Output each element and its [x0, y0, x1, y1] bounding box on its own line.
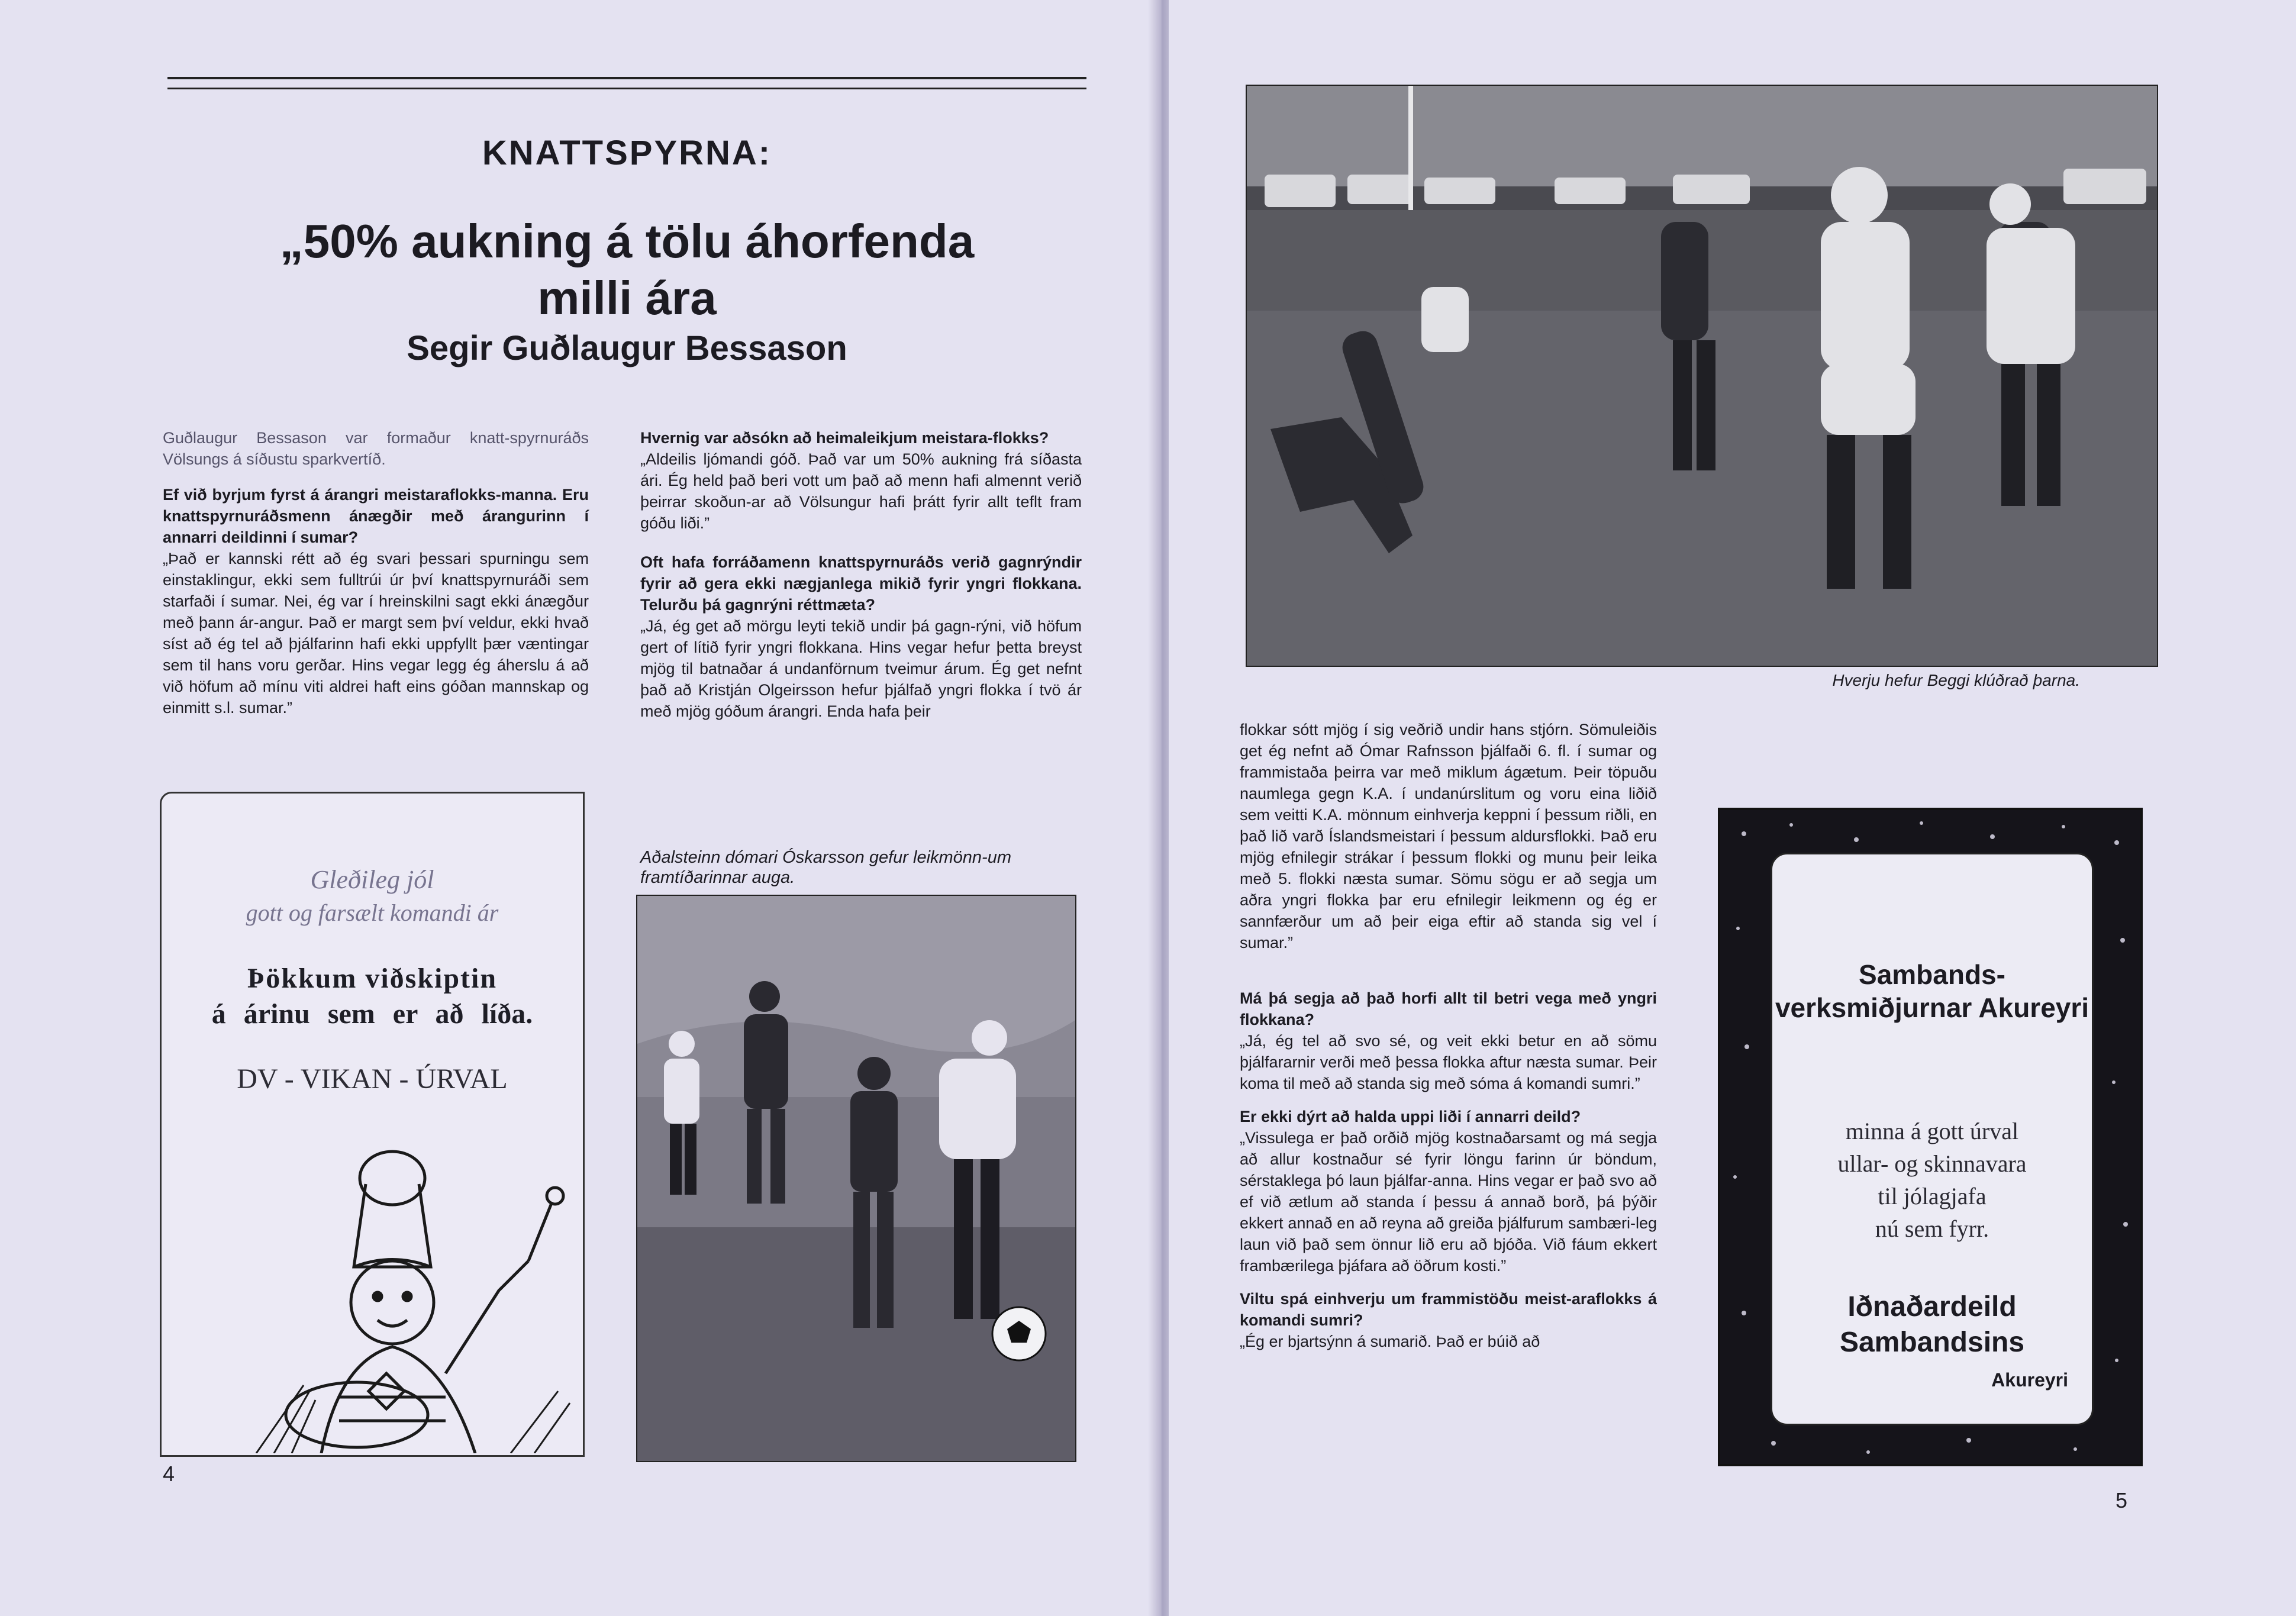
left-column-1: [163, 427, 589, 718]
article-headline: [167, 213, 1086, 327]
section-kicker: KNATTSPYRNA:: [482, 134, 772, 172]
ad-body-line-2: ullar- og skinnavara: [1837, 1150, 2027, 1177]
photo-caption-left: Aðalsteinn dómari Óskarsson gefur leikmönn-um framtíðarinnar auga.: [640, 848, 1011, 887]
page-number-right: 5: [2116, 1488, 2128, 1512]
football-match-photo-art: [1247, 86, 2157, 666]
ad-inner-panel: [1771, 853, 2094, 1425]
interview-question: Má þá segja að það horfi allt til betri vega með yngri flokkana?: [1240, 989, 1657, 1028]
article-subhead: Segir Guðlaugur Bessason: [407, 329, 847, 367]
interview-answer: „Já, ég tel að svo sé, og veit ekki betur en að sömu þjálfararnir verði með þessa flokka aftur næsta sumar. Þeir koma til með að standa sig með sóma á komandi sumri.”: [1240, 1032, 1657, 1092]
ad-body: [1772, 1115, 2092, 1245]
interview-answer: „Það er kannski rétt að ég svari þessari spurningu sem einstaklingur, ekki sem fulltrúi úr því knattspyrnuráði sem starfaði í sumar. Nei, ég var í hreinskilni sagt ekki ánægður með þann ár-angur. Það er margt sem því veldur, ekki hvað síst að ég tel að þjálfarinn hafi ekki uppfyllt þær væntingar sem til hans voru gerðar. Hins vegar legg ég áherslu á að við höfum að mínu viti aldrei haft eins góðan mannskap og einmitt s.l. sumar.”: [163, 550, 589, 717]
page-number-left: 4: [163, 1462, 175, 1486]
ad-thanks-line-2: á árinu sem er að líða.: [211, 998, 533, 1030]
headline-line-1: „50% aukning á tölu áhorfenda: [279, 215, 975, 267]
photo-caption-right: Hverju hefur Beggi klúðrað þarna.: [1832, 671, 2080, 689]
headline-line-2: milli ára: [537, 272, 717, 324]
ad-greeting-line-1: Gleðileg jól: [310, 865, 434, 894]
youth-football-photo-art: [637, 896, 1075, 1461]
ad-body-line-1: minna á gott úrval: [1845, 1118, 2019, 1144]
right-column-1: [1240, 719, 1657, 1352]
ad-brands: DV - VIKAN - ÚRVAL: [237, 1063, 508, 1095]
top-rule-thin: [167, 88, 1086, 89]
ad-thanks-line-1: Þökkum viðskiptin: [247, 963, 498, 994]
interview-answer: flokkar sótt mjög í sig veðrið undir hans stjórn. Sömuleiðis get ég nefnt að Ómar Rafnsson þjálfaði 6. fl. í sumar og frammistaða þeirra var með miklum ágætum. Þeir töpuðu naumlega gegn K.A. í undanúrslitum og voru eina liðið sem veitti K.A. mönnum einhverja keppni í þessum riðli, en það lið varð Íslandsmeistari í þessum aldursflokki. Það eru mjög efnilegir strákar í þessum flokki og munu þeir leika með 5. flokki næsta sumar. Sömu sögu er að segja um aðra yngri flokka þar eru efnilegir leikmenn og ég er sannfærður um að þeir eiga eftir að standa sig vel í sumar.”: [1240, 721, 1657, 951]
article-intro: Guðlaugur Bessason var formaður knatt-spyrnuráðs Völsungs á síðustu sparkvertíð.: [163, 429, 589, 468]
ad-body-line-4: nú sem fyrr.: [1875, 1215, 1989, 1242]
top-rule: [167, 77, 1086, 79]
ad-body-line-3: til jólagjafa: [1878, 1183, 1987, 1209]
interview-question: Oft hafa forráðamenn knattspyrnuráðs verið gagnrýndir fyrir að gera ekki nægjanlega mikið fyrir yngri flokkana. Telurðu þá gagnrýni réttmæta?: [640, 553, 1082, 614]
right-page: [1169, 0, 2296, 1616]
interview-question: Hvernig var aðsókn að heimaleikjum meistara-flokks?: [640, 429, 1049, 447]
christmas-ad-dv: [160, 792, 585, 1457]
ad-title: Sambands-verksmiðjurnar Akureyri: [1775, 959, 2089, 1023]
interview-question: Ef við byrjum fyrst á árangri meistaraflokks-manna. Eru knattspyrnuráðsmenn ánægðir með árangurinn í annarri deildinni í sumar?: [163, 486, 589, 546]
ad-org: Iðnaðardeild Sambandsins: [1839, 1291, 2025, 1358]
interview-answer: „Aldeilis ljómandi góð. Það var um 50% aukning frá síðasta ári. Ég held það beri vott um það að menn hafi almennt verið þeirrar skoðun-ar að Völsungur hafi þrátt fyrir allt teflt fram góðu liði.”: [640, 450, 1082, 532]
interview-question: Er ekki dýrt að halda uppi liði í annarri deild?: [1240, 1108, 1581, 1125]
left-column-2: [640, 427, 1082, 722]
interview-question: Viltu spá einhverju um frammistöðu meist-araflokks á komandi sumri?: [1240, 1290, 1657, 1329]
football-match-photo: [1246, 85, 2158, 667]
interview-answer: „Ég er bjartsýnn á sumarið. Það er búið að: [1240, 1333, 1540, 1350]
ad-greeting-line-2: gott og farsælt komandi ár: [246, 899, 499, 926]
toy-drummer-illustration: [250, 1113, 582, 1453]
interview-answer: „Já, ég get að mörgu leyti tekið undir þá gagn-rýni, við höfum gert of lítið fyrir yngri flokkana. Hins vegar hefur þetta breyst mjög til batnaðar á undanförnum tveimur árum. Ég get nefnt það að Kristján Olgeirsson hefur þjálfað yngri flokka í tvö ár með mjög góðum árangri. Enda hafa þeir: [640, 617, 1082, 720]
youth-football-photo: [636, 895, 1076, 1462]
ad-city: Akureyri: [1991, 1369, 2068, 1391]
interview-answer: „Vissulega er það orðið mjög kostnaðarsamt og má segja að allur kostnaður sé fyrir löngu farinn úr böndum, sérstaklega þó laun þjálfar-anna. Hins vegar er það svo að ef við ætlum að standa í þessu á annað borð, þá þýðir ekkert annað en að reyna að greiða þjálfurum sambæri-leg laun við það sem önnur lið eru að bjóða. Við fáum ekkert frambærilega þjáfara að öðrum kosti.”: [1240, 1129, 1657, 1275]
sambandsverksmidjur-ad: [1718, 808, 2143, 1466]
